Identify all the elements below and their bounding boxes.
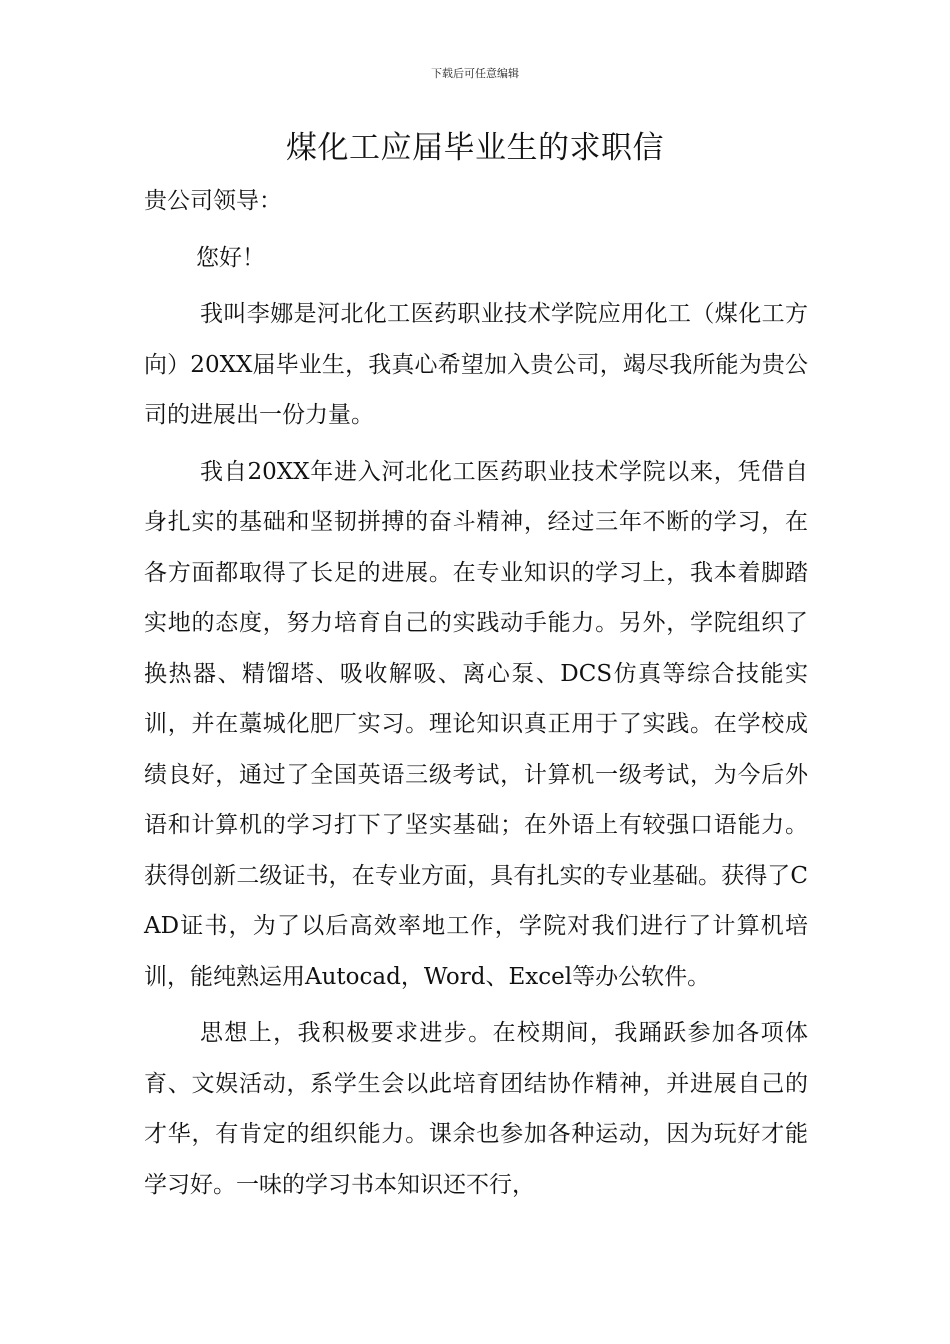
paragraph-studies: 我自20XX年进入河北化工医药职业技术学院以来，凭借自身扎实的基础和坚韧拼搏的奋斗精神，经过三年不断的学习，在各方面都取得了长足的进展。在专业知识的学习上，我本着脚踏实地的态度，努力培育自己的实践动手能力。另外，学院组织了换热器、精馏塔、吸收解吸、离心泵、DCS仿真等综合技能实训，并在藁城化肥厂实习。理论知识真正用于了实践。在学校成绩良好，通过了全国英语三级考试，计算机一级考试，为今后外语和计算机的学习打下了坚实基础；在外语上有较强口语能力。获得创新二级证书，在专业方面，具有扎实的专业基础。获得了CAD证书，为了以后高效率地工作，学院对我们进行了计算机培训，能纯熟运用Autocad，Word、Excel等办公软件。 [144,458,808,990]
letter-body [144,176,808,1210]
greeting: 您好！ [196,244,265,271]
paragraph-ideology: 思想上，我积极要求进步。在校期间，我踊跃参加各项体育、文娱活动，系学生会以此培育团结协作精神，并进展自己的才华，有肯定的组织能力。课余也参加各种运动，因为玩好才能学习好。一味的学习书本知识还不行， [144,1020,808,1198]
salutation: 贵公司领导： [144,188,282,214]
page-title: 煤化工应届毕业生的求职信 [286,130,664,166]
paragraph-intro: 我叫李娜是河北化工医药职业技术学院应用化工（煤化工方向）20XX届毕业生，我真心希望加入贵公司，竭尽我所能为贵公司的进展出一份力量。 [144,301,808,428]
header-note: 下载后可任意编辑 [431,67,519,80]
